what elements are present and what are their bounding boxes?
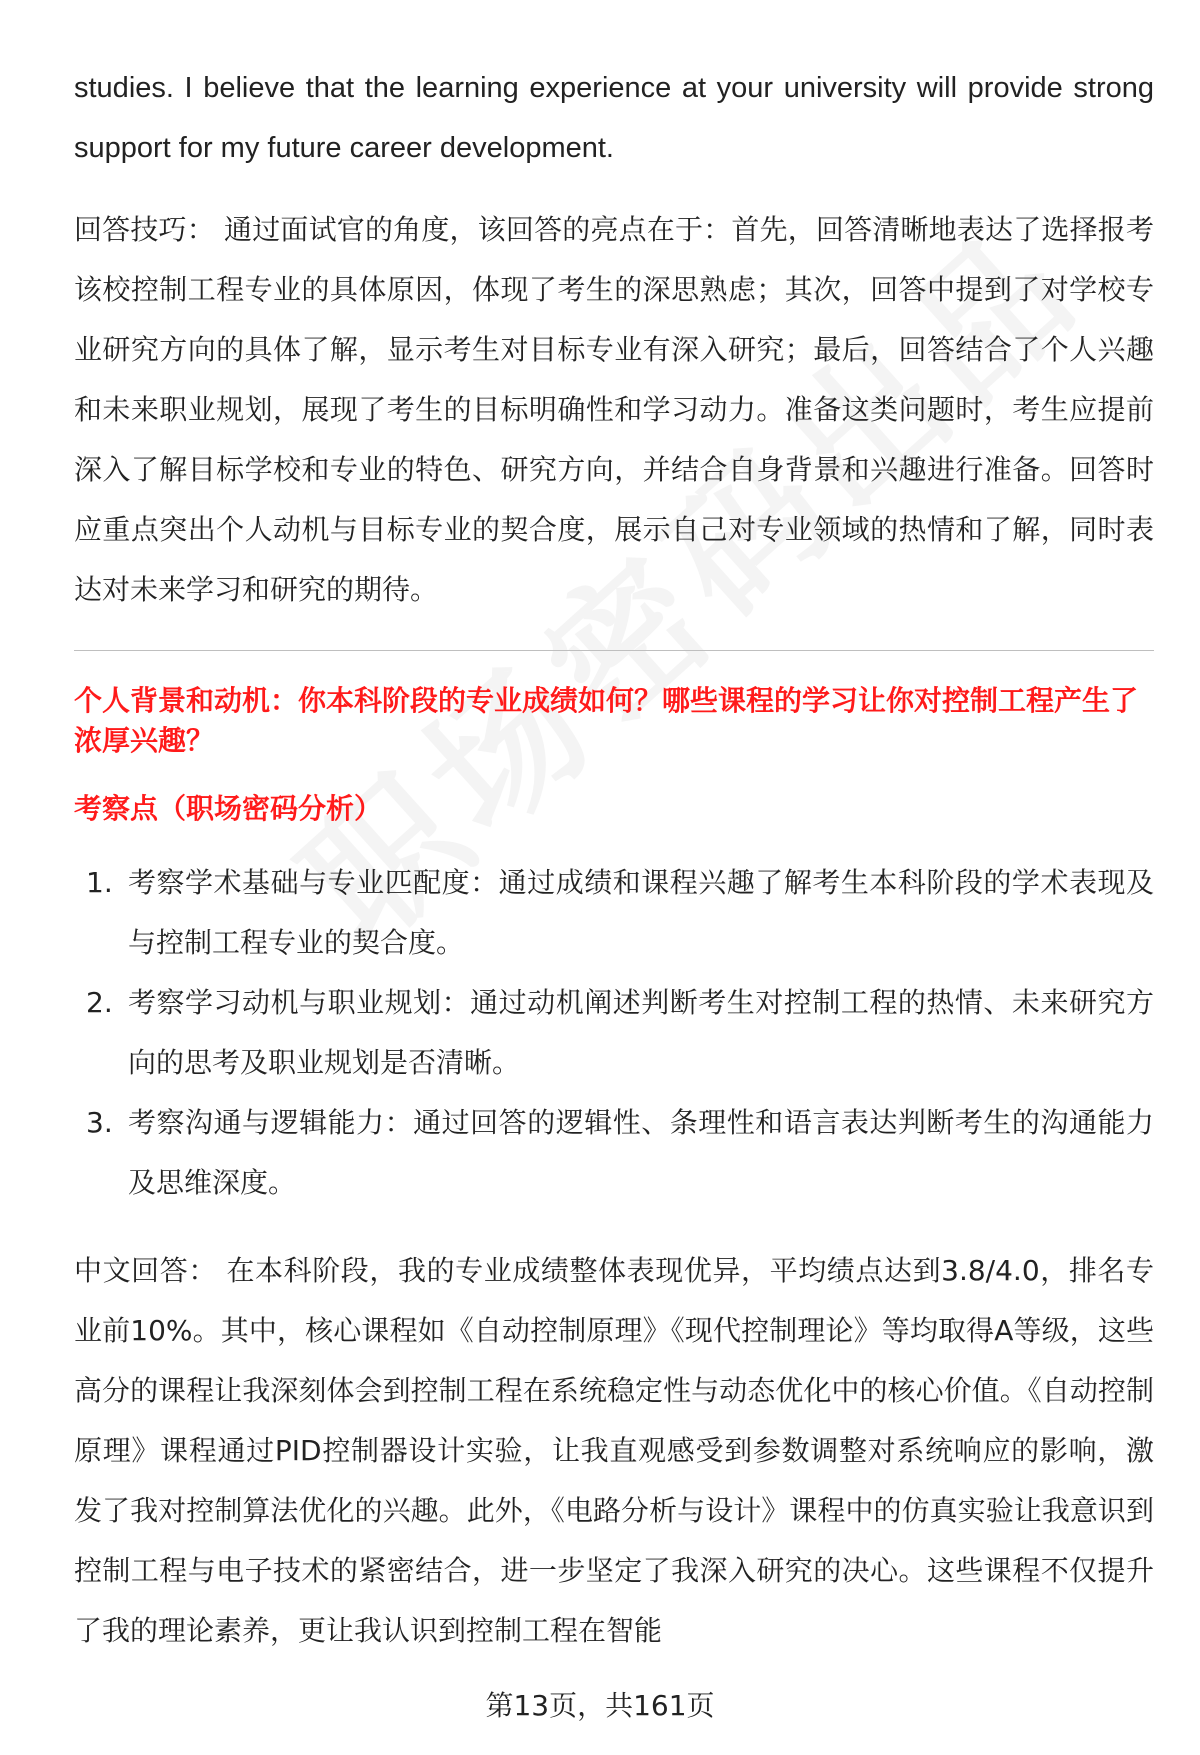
list-number: 2. (86, 986, 113, 1019)
analysis-points-list (74, 853, 1154, 1213)
page-number-footer: 第13页，共161页 (485, 1689, 715, 1722)
answer-paragraph (74, 1241, 1154, 1661)
list-number: 1. (86, 866, 113, 899)
question-heading: 个人背景和动机：你本科阶段的专业成绩如何？哪些课程的学习让你对控制工程产生了浓厚兴趣？ (74, 684, 1139, 757)
list-text: 考察学术基础与专业匹配度：通过成绩和课程兴趣了解考生本科阶段的学术表现及与控制工程专业的契合度。 (128, 866, 1154, 959)
list-item (74, 973, 1154, 1093)
list-text: 考察学习动机与职业规划：通过动机阐述判断考生对控制工程的热情、未来研究方向的思考及职业规划是否清晰。 (128, 986, 1154, 1079)
list-text: 考察沟通与逻辑能力：通过回答的逻辑性、条理性和语言表达判断考生的沟通能力及思维深度。 (128, 1106, 1154, 1199)
list-item (74, 1093, 1154, 1213)
tips-paragraph (74, 200, 1154, 620)
document-page (74, 58, 1154, 1661)
section-divider (74, 650, 1154, 651)
analysis-subheading: 考察点（职场密码分析） (74, 792, 383, 825)
tips-label: 回答技巧： (74, 213, 215, 246)
answer-text: 在本科阶段，我的专业成绩整体表现优异，平均绩点达到3.8/4.0，排名专业前10%。其中，核心课程如《自动控制原理》《现代控制理论》等均取得A等级，这些高分的课程让我深刻体会到控制工程在系统稳定性与动态优化中的核心价值。《自动控制原理》课程通过PID控制器设计实验，让我直观感受到参数调整对系统响应的影响，激发了我对控制算法优化的兴趣。此外，《电路分析与设计》课程中的仿真实验让我意识到控制工程与电子技术的紧密结合，进一步坚定了我深入研究的决心。这些课程不仅提升了我的理论素养，更让我认识到控制工程在智能 (74, 1254, 1154, 1647)
tips-text: 通过面试官的角度，该回答的亮点在于：首先，回答清晰地表达了选择报考该校控制工程专业的具体原因，体现了考生的深思熟虑；其次，回答中提到了对学校专业研究方向的具体了解，显示考生对目标专业有深入研究；最后，回答结合了个人兴趣和未来职业规划，展现了考生的目标明确性和学习动力。准备这类问题时，考生应提前深入了解目标学校和专业的特色、研究方向，并结合自身背景和兴趣进行准备。回答时应重点突出个人动机与目标专业的契合度，展示自己对专业领域的热情和了解，同时表达对未来学习和研究的期待。 (74, 213, 1154, 606)
list-item (74, 853, 1154, 973)
answer-label: 中文回答： (74, 1254, 217, 1287)
intro-english-paragraph: studies. I believe that the learning experience at your university will provide strong support for my future career development. (74, 72, 1154, 164)
list-number: 3. (86, 1106, 113, 1139)
